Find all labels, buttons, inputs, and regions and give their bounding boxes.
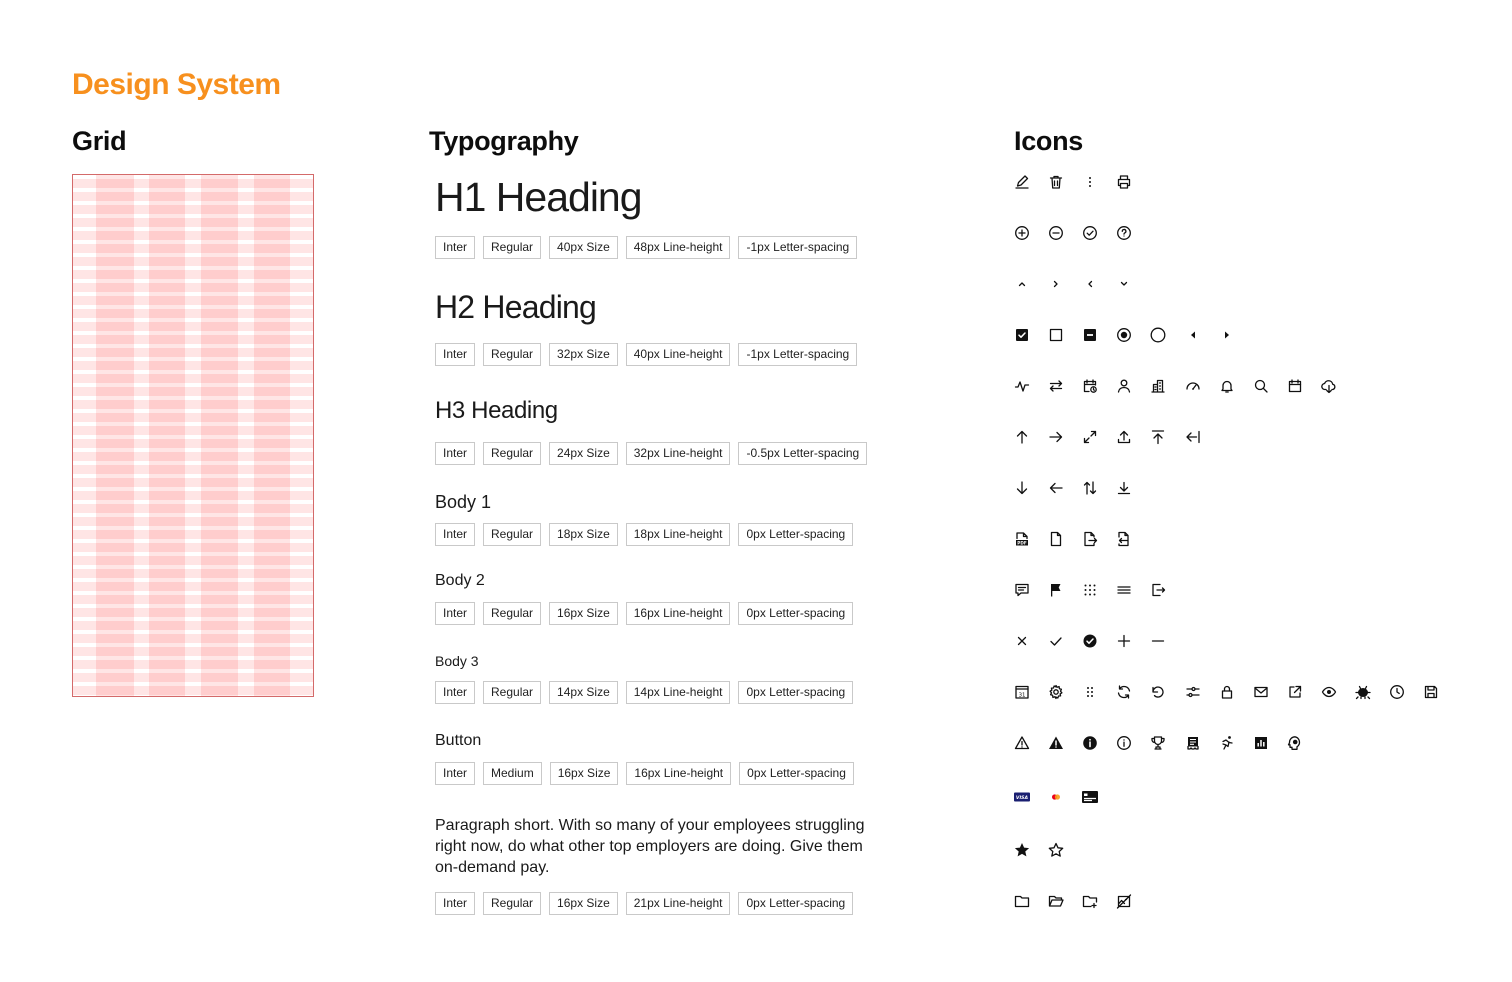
plus-circle-icon [1010, 221, 1034, 245]
mail-icon [1249, 680, 1273, 704]
line-height-tag: 40px Line-height [626, 343, 731, 366]
letter-spacing-tag: 0px Letter-spacing [738, 602, 853, 625]
receipt-icon [1181, 731, 1205, 755]
font-family-tag: Inter [435, 343, 475, 366]
drag-handle-icon [1078, 680, 1102, 704]
minus-icon [1146, 629, 1170, 653]
gear-icon [1044, 680, 1068, 704]
help-circle-icon [1112, 221, 1136, 245]
warning-filled-icon [1044, 731, 1068, 755]
letter-spacing-tag: -1px Letter-spacing [738, 343, 857, 366]
expand-icon [1078, 425, 1102, 449]
font-weight-tag: Regular [483, 236, 541, 259]
folder-plus-icon [1078, 889, 1102, 913]
trophy-icon [1146, 731, 1170, 755]
icons-section-title: Icons [1014, 126, 1084, 156]
body-2-sample: Body 2 [435, 572, 485, 589]
font-family-tag: Inter [435, 442, 475, 465]
chevron-right-icon [1044, 272, 1068, 296]
activity-icon [1010, 374, 1034, 398]
more-vertical-icon [1078, 170, 1102, 194]
bell-icon [1215, 374, 1239, 398]
letter-spacing-tag: -1px Letter-spacing [738, 236, 857, 259]
font-size-tag: 18px Size [549, 523, 618, 546]
calendar-icon [1283, 374, 1307, 398]
brain-icon [1283, 731, 1307, 755]
font-weight-tag: Regular [483, 681, 541, 704]
page-title: Design System [72, 68, 281, 101]
h1-heading-sample: H1 Heading [435, 174, 642, 220]
font-family-tag: Inter [435, 236, 475, 259]
icon-library [1010, 170, 1470, 930]
mastercard-icon [1044, 785, 1068, 809]
sort-icon [1078, 476, 1102, 500]
h3-spec-tags [435, 442, 867, 465]
calendar-31-icon [1010, 680, 1034, 704]
warning-outline-icon [1010, 731, 1034, 755]
font-size-tag: 16px Size [550, 762, 619, 785]
folder-open-icon [1044, 889, 1068, 913]
body-2-spec-tags [435, 602, 853, 625]
font-family-tag: Inter [435, 523, 475, 546]
letter-spacing-tag: -0.5px Letter-spacing [738, 442, 867, 465]
h2-heading-sample: H2 Heading [435, 289, 597, 325]
no-image-icon [1112, 889, 1136, 913]
gauge-icon [1181, 374, 1205, 398]
font-size-tag: 32px Size [549, 343, 618, 366]
check-icon [1044, 629, 1068, 653]
grid-section-title: Grid [72, 126, 127, 156]
undo-icon [1146, 680, 1170, 704]
eye-icon [1317, 680, 1341, 704]
checkbox-checked-icon [1010, 323, 1034, 347]
lock-icon [1215, 680, 1239, 704]
radio-empty-icon [1146, 323, 1170, 347]
info-outline-icon [1112, 731, 1136, 755]
chevron-up-icon [1010, 272, 1034, 296]
font-size-tag: 14px Size [549, 681, 618, 704]
external-link-icon [1283, 680, 1307, 704]
check-circle-icon [1078, 221, 1102, 245]
chevron-down-icon [1112, 272, 1136, 296]
font-weight-tag: Regular [483, 343, 541, 366]
check-filled-icon [1078, 629, 1102, 653]
trash-icon [1044, 170, 1068, 194]
card-icon [1078, 785, 1102, 809]
h1-spec-tags [435, 236, 857, 259]
message-icon [1010, 578, 1034, 602]
font-weight-tag: Regular [483, 523, 541, 546]
h2-spec-tags [435, 343, 857, 366]
arrow-up-icon [1010, 425, 1034, 449]
font-weight-tag: Regular [483, 442, 541, 465]
arrow-right-icon [1044, 425, 1068, 449]
cloud-download-icon [1317, 374, 1341, 398]
pdf-file-icon [1010, 527, 1034, 551]
font-family-tag: Inter [435, 762, 475, 785]
paragraph-spec-tags [435, 892, 853, 915]
file-export-icon [1078, 527, 1102, 551]
body-3-sample: Body 3 [435, 653, 479, 669]
h3-heading-sample: H3 Heading [435, 397, 558, 424]
svg-text:PDF: PDF [1017, 540, 1027, 546]
svg-text:31: 31 [1018, 692, 1026, 699]
flag-icon [1044, 578, 1068, 602]
letter-spacing-tag: 0px Letter-spacing [738, 523, 853, 546]
refresh-icon [1112, 680, 1136, 704]
font-family-tag: Inter [435, 602, 475, 625]
upload-icon [1112, 425, 1136, 449]
line-height-tag: 21px Line-height [626, 892, 731, 915]
line-height-tag: 18px Line-height [626, 523, 731, 546]
search-icon [1249, 374, 1273, 398]
body-3-spec-tags [435, 681, 853, 704]
font-size-tag: 24px Size [549, 442, 618, 465]
font-family-tag: Inter [435, 892, 475, 915]
font-size-tag: 16px Size [549, 892, 618, 915]
arrow-down-icon [1010, 476, 1034, 500]
letter-spacing-tag: 0px Letter-spacing [739, 762, 854, 785]
body-1-sample: Body 1 [435, 492, 492, 512]
printer-icon [1112, 170, 1136, 194]
grid-graphic [73, 175, 314, 697]
grid-preview [72, 174, 314, 697]
svg-text:VISA: VISA [1015, 796, 1029, 801]
button-text-sample: Button [435, 732, 482, 749]
minus-circle-icon [1044, 221, 1068, 245]
user-icon [1112, 374, 1136, 398]
typography-section-title: Typography [429, 126, 579, 156]
grid-dots-icon [1078, 578, 1102, 602]
grid-column [254, 175, 290, 697]
star-outline-icon [1044, 838, 1068, 862]
bar-chart-icon [1249, 731, 1273, 755]
checkbox-empty-icon [1044, 323, 1068, 347]
grid-column [149, 175, 185, 697]
letter-spacing-tag: 0px Letter-spacing [738, 892, 853, 915]
line-height-tag: 14px Line-height [626, 681, 731, 704]
button-spec-tags [435, 762, 854, 785]
caret-right-icon [1215, 323, 1239, 347]
edit-icon [1010, 170, 1034, 194]
calendar-clock-icon [1078, 374, 1102, 398]
font-family-tag: Inter [435, 681, 475, 704]
checkbox-indeterminate-icon [1078, 323, 1102, 347]
sliders-icon [1181, 680, 1205, 704]
bug-icon [1351, 680, 1375, 704]
menu-lines-icon [1112, 578, 1136, 602]
visa-card-icon [1010, 785, 1034, 809]
arrow-up-to-line-icon [1146, 425, 1170, 449]
caret-left-icon [1181, 323, 1205, 347]
download-icon [1112, 476, 1136, 500]
logout-icon [1146, 578, 1170, 602]
folder-icon [1010, 889, 1034, 913]
chevron-left-icon [1078, 272, 1102, 296]
info-filled-icon [1078, 731, 1102, 755]
font-size-tag: 16px Size [549, 602, 618, 625]
line-height-tag: 32px Line-height [626, 442, 731, 465]
plus-icon [1112, 629, 1136, 653]
arrow-left-icon [1044, 476, 1068, 500]
font-weight-tag: Regular [483, 602, 541, 625]
building-icon [1146, 374, 1170, 398]
font-weight-tag: Regular [483, 892, 541, 915]
body-1-spec-tags [435, 523, 853, 546]
grid-column [96, 175, 134, 697]
paragraph-sample: Paragraph short. With so many of your employees struggling right now, do what other top employers are doing. Give them on-demand pay. [435, 817, 865, 876]
star-filled-icon [1010, 838, 1034, 862]
radio-selected-icon [1112, 323, 1136, 347]
letter-spacing-tag: 0px Letter-spacing [738, 681, 853, 704]
line-height-tag: 16px Line-height [626, 762, 731, 785]
font-weight-tag: Medium [483, 762, 542, 785]
close-icon [1010, 629, 1034, 653]
transfer-icon [1044, 374, 1068, 398]
line-height-tag: 48px Line-height [626, 236, 731, 259]
font-size-tag: 40px Size [549, 236, 618, 259]
arrow-left-to-line-icon [1181, 425, 1205, 449]
file-import-icon [1112, 527, 1136, 551]
file-icon [1044, 527, 1068, 551]
grid-column [201, 175, 238, 697]
running-icon [1215, 731, 1239, 755]
save-icon [1419, 680, 1443, 704]
line-height-tag: 16px Line-height [626, 602, 731, 625]
clock-icon [1385, 680, 1409, 704]
